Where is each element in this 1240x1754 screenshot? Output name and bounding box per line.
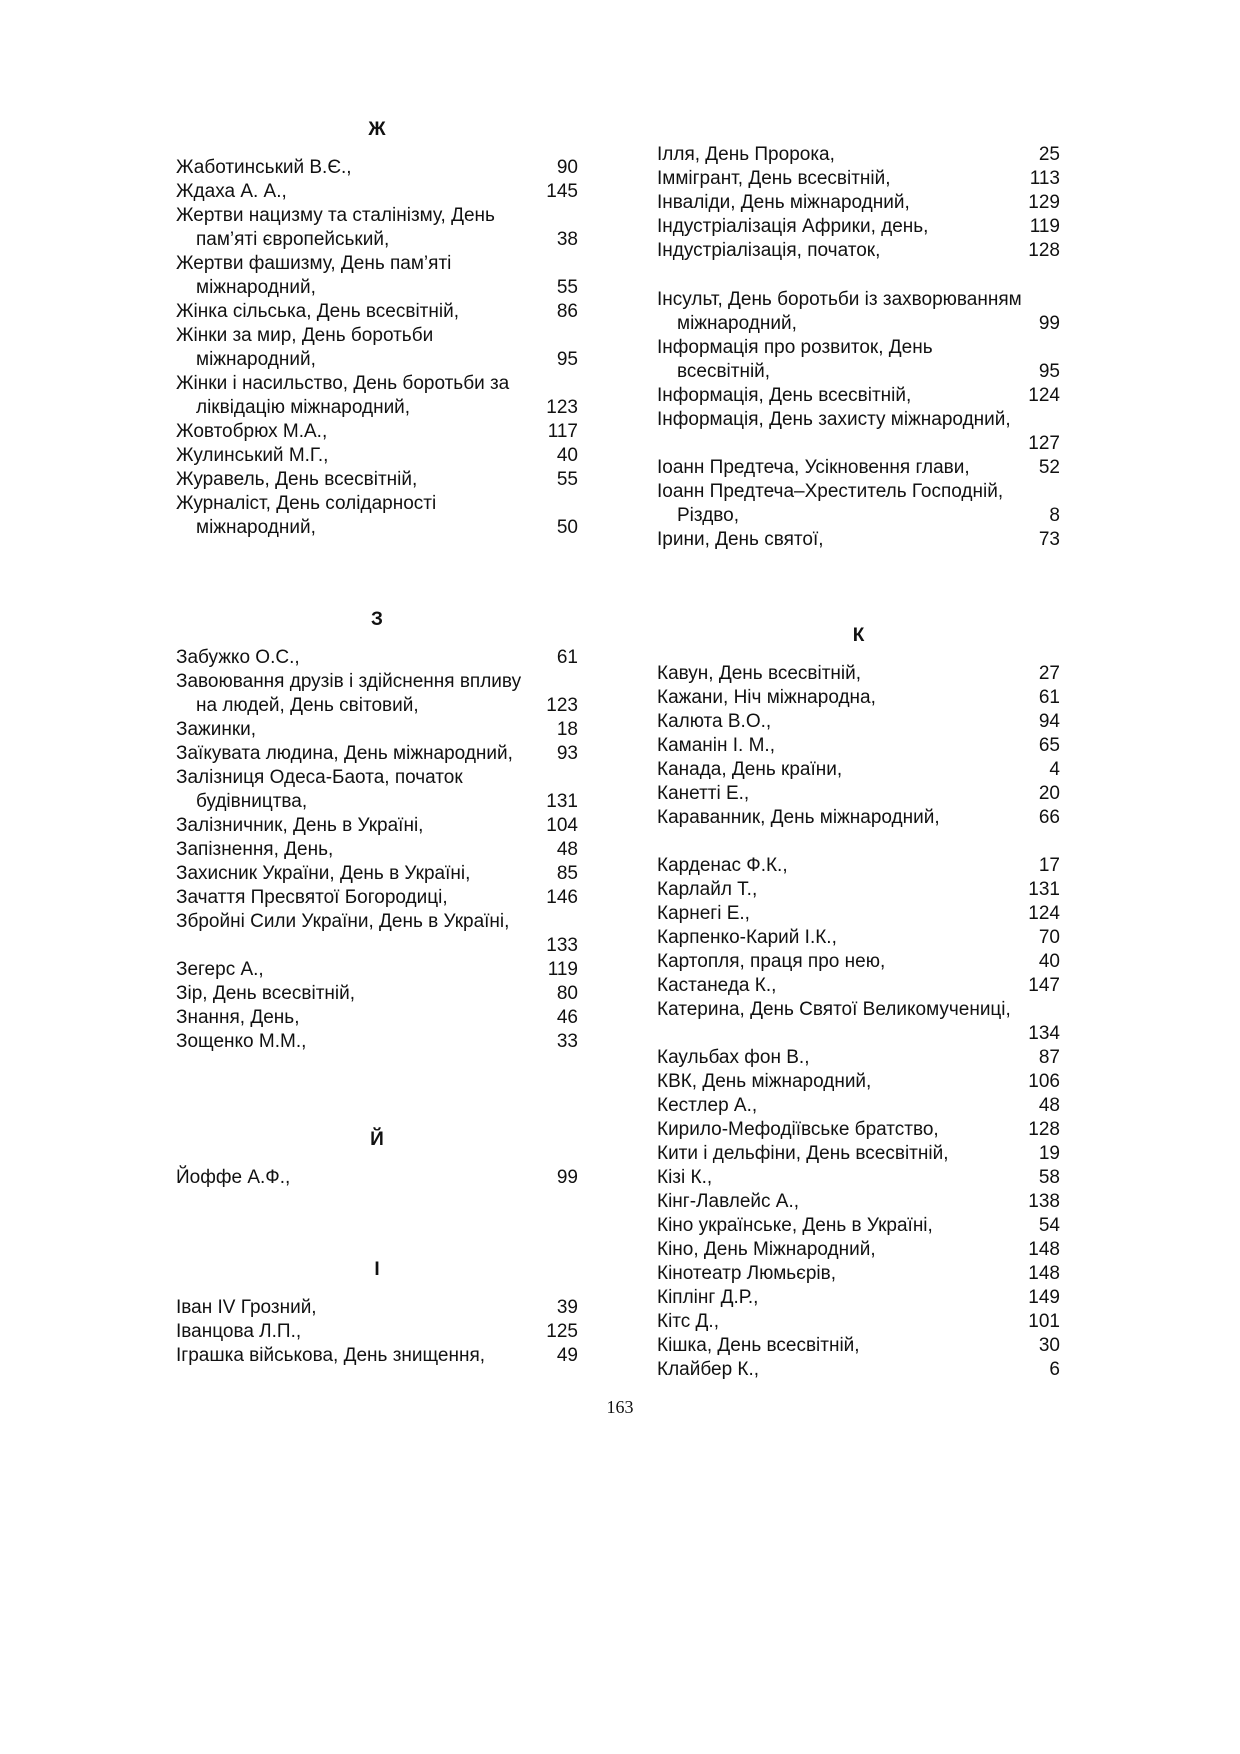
- section-letter-k: К: [852, 625, 865, 646]
- index-entry: Каманін І. М., 65: [657, 735, 1060, 756]
- index-entry: Знання, День, 46: [176, 1007, 578, 1028]
- index-entry: Караванник, День міжнародний, 66: [657, 807, 1060, 828]
- index-entry: Жінки за мир, День боротьби: [176, 325, 434, 346]
- index-entry: Карнегі Е., 124: [657, 903, 1060, 924]
- index-entry: Інваліди, День міжнародний, 129: [657, 192, 1060, 213]
- section-letter-zh: Ж: [368, 119, 386, 140]
- index-entry: Кітс Д., 101: [657, 1311, 1060, 1332]
- index-entry: Іграшка військова, День знищення, 49: [176, 1345, 578, 1366]
- index-entry: Зір, День всесвітній, 80: [176, 983, 578, 1004]
- index-entry-continuation: 127: [1028, 433, 1060, 454]
- index-entry: Залізниця Одеса-Баота, початок: [176, 767, 463, 788]
- index-entry: Кирило-Мефодіївське братство, 128: [657, 1119, 1060, 1140]
- index-entry: Катерина, День Святої Великомучениці,: [657, 999, 1011, 1020]
- index-entry: Йоффе А.Ф., 99: [176, 1167, 578, 1188]
- index-entry-continuation: міжнародний, 50: [196, 517, 578, 538]
- index-entry: Зачаття Пресвятої Богородиці, 146: [176, 887, 578, 908]
- page-number: 163: [606, 1397, 634, 1417]
- section-letter-z: З: [371, 609, 383, 630]
- index-entry: Кіплінг Д.Р., 149: [657, 1287, 1060, 1308]
- index-entry: Індустріалізація Африки, день, 119: [657, 216, 1060, 237]
- index-entry: Іван IV Грозний, 39: [176, 1297, 578, 1318]
- index-entry: Іоанн Предтеча–Хреститель Господній,: [657, 481, 1004, 502]
- index-entry: Індустріалізація, початок, 128: [657, 240, 1060, 261]
- index-entry: Кінотеатр Люмьєрів, 148: [657, 1263, 1060, 1284]
- index-entry: Канетті Е., 20: [657, 783, 1060, 804]
- index-entry-continuation: ліквідацію міжнародний, 123: [196, 397, 578, 418]
- index-entry: Ждаха А. А., 145: [176, 181, 578, 202]
- index-entry: Жертви нацизму та сталінізму, День: [176, 205, 495, 226]
- index-entry: Жулинський М.Г., 40: [176, 445, 578, 466]
- index-entry: Кішка, День всесвітній, 30: [657, 1335, 1060, 1356]
- index-entry: Іоанн Предтеча, Усікновення глави, 52: [657, 457, 1060, 478]
- index-entry: Журавель, День всесвітній, 55: [176, 469, 578, 490]
- index-entry: Іммігрант, День всесвітній, 113: [657, 168, 1060, 189]
- index-entry: Залізничник, День в Україні, 104: [176, 815, 578, 836]
- index-entry: Ірини, День святої, 73: [657, 529, 1060, 550]
- index-entry-continuation: 134: [1028, 1023, 1060, 1044]
- index-entry: Кінг-Лавлейс А., 138: [657, 1191, 1060, 1212]
- index-entry: Журналіст, День солідарності: [176, 493, 437, 514]
- index-entry: Іванцова Л.П., 125: [176, 1321, 578, 1342]
- section-letter-y: Й: [370, 1129, 384, 1150]
- index-entry-continuation: на людей, День світовий, 123: [196, 695, 578, 716]
- index-entry: Карпенко-Карий І.К., 70: [657, 927, 1060, 948]
- index-entry: Захисник України, День в Україні, 85: [176, 863, 578, 884]
- index-entry: Кавун, День всесвітній, 27: [657, 663, 1060, 684]
- index-entry: Жінки і насильство, День боротьби за: [176, 373, 510, 394]
- index-entry-continuation: Різдво, 8: [677, 505, 1060, 526]
- index-entry-continuation: будівництва, 131: [196, 791, 578, 812]
- index-entry: Кіно українське, День в Україні, 54: [657, 1215, 1060, 1236]
- index-entry: Каульбах фон В., 87: [657, 1047, 1060, 1068]
- index-entry: Забужко О.С., 61: [176, 647, 578, 668]
- index-entry: Кажани, Ніч міжнародна, 61: [657, 687, 1060, 708]
- index-entry: Запізнення, День, 48: [176, 839, 578, 860]
- index-entry: Зажинки, 18: [176, 719, 578, 740]
- index-entry-continuation: міжнародний, 55: [196, 277, 578, 298]
- index-entry: Калюта В.О., 94: [657, 711, 1060, 732]
- index-entry-continuation: міжнародний, 99: [677, 313, 1060, 334]
- index-entry: Карденас Ф.К., 17: [657, 855, 1060, 876]
- index-entry: Жінка сільська, День всесвітній, 86: [176, 301, 578, 322]
- index-entry: Інсульт, День боротьби із захворюванням: [657, 289, 1022, 310]
- index-entry: Карлайл Т., 131: [657, 879, 1060, 900]
- index-entry-continuation: міжнародний, 95: [196, 349, 578, 370]
- index-entry-continuation: пам’яті європейський, 38: [196, 229, 578, 250]
- index-entry: Кестлер А., 48: [657, 1095, 1060, 1116]
- index-entry: Канада, День країни, 4: [657, 759, 1060, 780]
- index-entry: Збройні Сили України, День в Україні,: [176, 911, 510, 932]
- index-entry: Клайбер К., 6: [657, 1359, 1060, 1380]
- index-entry: Картопля, праця про нею, 40: [657, 951, 1060, 972]
- index-entry: Інформація, День всесвітній, 124: [657, 385, 1060, 406]
- index-entry-continuation: 133: [546, 935, 578, 956]
- index-entry: Жертви фашизму, День пам’яті: [176, 253, 452, 274]
- index-entry: Кіно, День Міжнародний, 148: [657, 1239, 1060, 1260]
- index-entry: Зощенко М.М., 33: [176, 1031, 578, 1052]
- index-entry-continuation: всесвітній, 95: [677, 361, 1060, 382]
- index-entry: Інформація, День захисту міжнародний,: [657, 409, 1011, 430]
- index-entry: Кастанеда К., 147: [657, 975, 1060, 996]
- index-entry: Зегерс А., 119: [176, 959, 578, 980]
- index-entry: Жовтобрюх М.А., 117: [176, 421, 578, 442]
- index-entry: Завоювання друзів і здійснення впливу: [176, 671, 522, 692]
- index-entry: Жаботинський В.Є., 90: [176, 157, 578, 178]
- index-entry: Кити і дельфіни, День всесвітній, 19: [657, 1143, 1060, 1164]
- index-entry: КВК, День міжнародний, 106: [657, 1071, 1060, 1092]
- index-entry: Заїкувата людина, День міжнародний, 93: [176, 743, 578, 764]
- index-entry: Інформація про розвиток, День: [657, 337, 933, 358]
- section-letter-i: І: [374, 1259, 380, 1280]
- index-entry: Кізі К., 58: [657, 1167, 1060, 1188]
- index-entry: Ілля, День Пророка, 25: [657, 144, 1060, 165]
